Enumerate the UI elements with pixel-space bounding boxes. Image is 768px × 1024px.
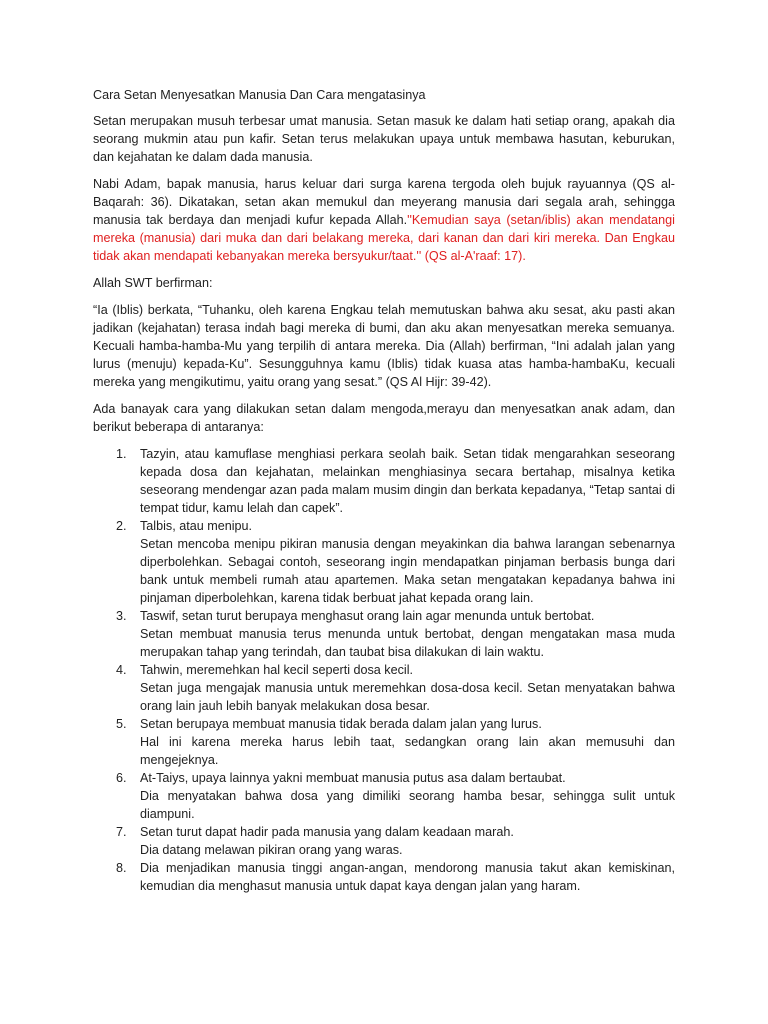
methods-list xyxy=(93,445,675,895)
list-item-detail: Setan juga mengajak manusia untuk meremehkan dosa-dosa kecil. Setan menyatakan bahwa orang lain jauh lebih banyak melakukan dosa besar. xyxy=(140,681,675,713)
list-item xyxy=(93,517,675,607)
list-item-number: 7. xyxy=(116,825,127,839)
list-item xyxy=(93,859,675,895)
list-item-detail: Dia menyatakan bahwa dosa yang dimiliki seorang hamba besar, sehingga sulit untuk diampuni. xyxy=(140,789,675,821)
list-item-heading: Taswif, setan turut berupaya menghasut orang lain agar menunda untuk bertobat. xyxy=(140,609,595,623)
list-item-number: 6. xyxy=(116,771,127,785)
paragraph-nabi-adam-text: Nabi Adam, bapak manusia, harus keluar dari surga karena tergoda oleh bujuk rayuannya (QS al-Baqarah: 36). Dikatakan, setan akan memukul dan meyerang manusia dari segala arah, sehingga manusia tak berdaya dan menjadi kufur kepada Allah. xyxy=(93,177,675,227)
list-item-number: 1. xyxy=(116,447,127,461)
list-item-heading: Setan berupaya membuat manusia tidak berada dalam jalan yang lurus. xyxy=(140,717,542,731)
paragraph-list-intro: Ada banayak cara yang dilakukan setan dalam mengoda,merayu dan menyesatkan anak adam, dan berikut beberapa di antaranya: xyxy=(93,402,675,434)
list-item xyxy=(93,445,675,517)
list-item xyxy=(93,769,675,823)
list-item-number: 5. xyxy=(116,717,127,731)
list-item-heading: Setan turut dapat hadir pada manusia yang dalam keadaan marah. xyxy=(140,825,514,839)
list-item xyxy=(93,823,675,859)
list-item-detail: Dia datang melawan pikiran orang yang waras. xyxy=(140,843,403,857)
list-item-number: 3. xyxy=(116,609,127,623)
list-item xyxy=(93,715,675,769)
paragraph-allah-berfirman: Allah SWT berfirman: xyxy=(93,276,213,290)
paragraph-nabi-adam xyxy=(93,175,675,265)
list-item-detail: Hal ini karena mereka harus lebih taat, sedangkan orang lain akan memusuhi dan mengejeknya. xyxy=(140,735,675,767)
list-item-heading: Tahwin, meremehkan hal kecil seperti dosa kecil. xyxy=(140,663,413,677)
quote-al-hijr: “Ia (Iblis) berkata, “Tuhanku, oleh karena Engkau telah memutuskan bahwa aku sesat, aku pasti akan jadikan (kejahatan) terasa indah bagi mereka di bumi, dan aku akan menyesatkan mereka semuanya. Kecuali hamba-hamba-Mu yang terpilih di antara mereka. Dia (Allah) berfirman, “Ini adalah jalan yang lurus (menuju) kepada-Ku”. Sesungguhnya kamu (Iblis) tidak kuasa atas hamba-hambaKu, kecuali mereka yang mengikutimu, yaitu orang yang sesat.” (QS Al Hijr: 39-42). xyxy=(93,303,675,389)
document-title: Cara Setan Menyesatkan Manusia Dan Cara mengatasinya xyxy=(93,88,426,102)
list-item-heading: Dia menjadikan manusia tinggi angan-angan, mendorong manusia takut akan kemiskinan, kemudian dia menghasut manusia untuk dapat kaya dengan jalan yang haram. xyxy=(140,861,675,893)
list-item-heading: Tazyin, atau kamuflase menghiasi perkara seolah baik. Setan tidak mengarahkan seseorang kepada dosa dan kejahatan, melainkan menghiasinya secara bertahap, misalnya ketika seseorang mendengar azan pada malam musim dingin dan berkata kepadanya, “Tetap santai di tempat tidur, kamu lelah dan capek”. xyxy=(140,447,675,515)
paragraph-intro: Setan merupakan musuh terbesar umat manusia. Setan masuk ke dalam hati setiap orang, apakah dia seorang mukmin atau pun kafir. Setan terus melakukan upaya untuk membawa hasutan, keburukan, dan kejahatan ke dalam dada manusia. xyxy=(93,114,675,164)
list-item xyxy=(93,607,675,661)
list-item-heading: At-Taiys, upaya lainnya yakni membuat manusia putus asa dalam bertaubat. xyxy=(140,771,566,785)
list-item xyxy=(93,661,675,715)
list-item-number: 8. xyxy=(116,861,127,875)
list-item-detail: Setan membuat manusia terus menunda untuk bertobat, dengan mengatakan masa muda merupakan tahap yang terindah, dan taubat bisa dilakukan di lain waktu. xyxy=(140,627,675,659)
list-item-detail: Setan mencoba menipu pikiran manusia dengan meyakinkan dia bahwa larangan sebenarnya diperbolehkan. Sebagai contoh, seseorang ingin mendapatkan pinjaman berbasis bunga dari bank untuk membeli rumah atau apartemen. Maka setan mengatakan kepadanya bahwa ini pinjaman diperbolehkan, karena tidak berbuat jahat kepada orang lain. xyxy=(140,537,675,605)
quote-al-araaf: ''Kemudian saya (setan/iblis) akan mendatangi mereka (manusia) dari muka dan dari belakang mereka, dari kanan dan dari kiri mereka. Dan Engkau tidak akan mendapati kebanyakan mereka bersyukur/taat.'' (QS al-A'raaf: 17). xyxy=(93,213,675,263)
document-page xyxy=(93,86,675,895)
list-item-number: 2. xyxy=(116,519,127,533)
list-item-number: 4. xyxy=(116,663,127,677)
list-item-heading: Talbis, atau menipu. xyxy=(140,519,253,533)
